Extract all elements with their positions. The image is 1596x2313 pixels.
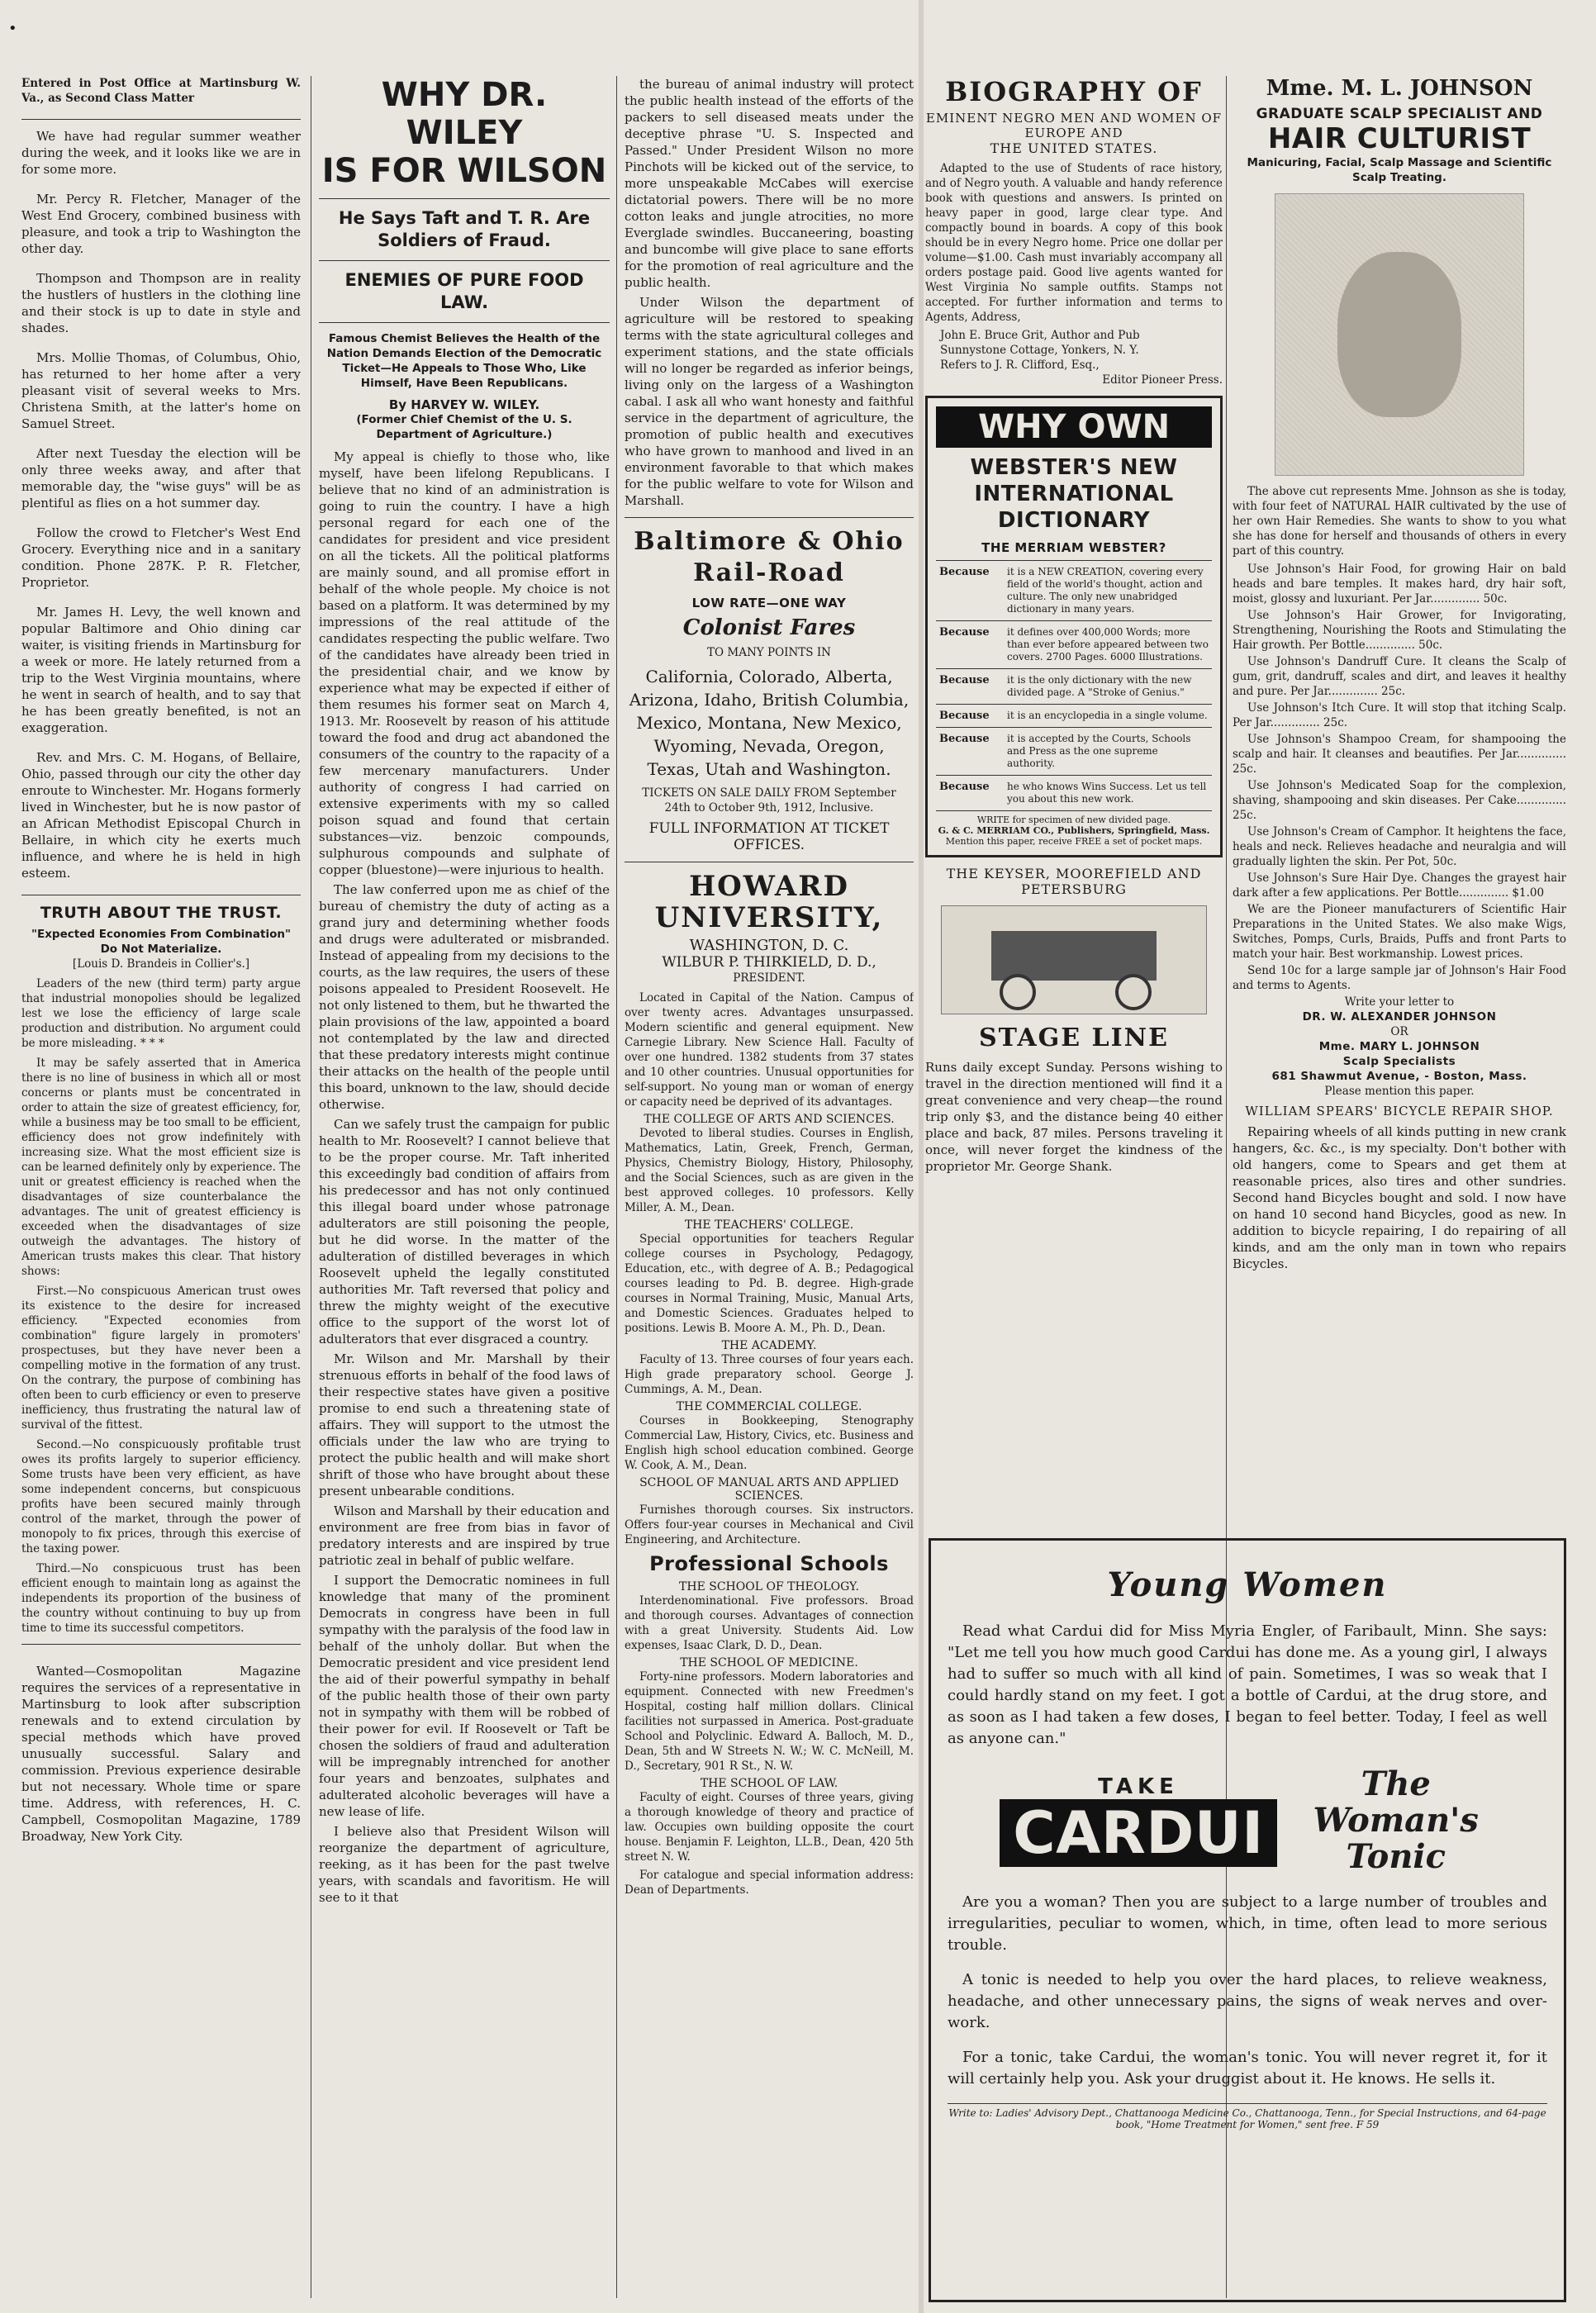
johnson-product: Use Johnson's Shampoo Cream, for shampooing the scalp and hair. It cleanses and beautifies. Per Jar.............. 25c. [1233, 733, 1566, 776]
because-label: Because [939, 566, 990, 578]
professional-schools-title: Professional Schools [649, 1552, 889, 1575]
johnson-product: Use Johnson's Hair Food, for growing Hair on bald heads and bare temples. It makes hard, dry hair soft, moist, glossy and luxuriant. Per Jar.............. 50c. [1233, 563, 1566, 606]
section-text: Forty-nine professors. Modern laboratories and equipment. Connected with new Freedmen's Hospital, costing half million dollars. Clinical facilities not surpassed in America. Post-graduate School and Polyclinic. Edward A. Balloch, M. D., Dean, 5th and W Streets N. W.; W. C. McNeill, M. D., Secretary, 901 R St., N. W. [625, 1670, 914, 1773]
news-item: Rev. and Mrs. C. M. Hogans, of Bellaire, Ohio, passed through our city the other day enroute to Winchester. Mr. Hogans formerly lived in Winchester, but he is now pastor of an African Methodist Episcopal Church in Bellaire, in which city he exerts much influence, and where he is held in high esteem. [21, 750, 301, 881]
biography-address: John E. Bruce Grit, Author and Pub [940, 329, 1140, 342]
column-johnson-spears [1233, 76, 1566, 1315]
johnson-contact-2: Mme. MARY L. JOHNSON [1318, 1040, 1480, 1053]
trust-headline: TRUTH ABOUT THE TRUST. [40, 904, 283, 922]
johnson-product: Use Johnson's Itch Cure. It will stop that itching Scalp. Per Jar.............. 25c. [1233, 701, 1566, 729]
divider [319, 260, 610, 261]
section-text: Furnishes thorough courses. Six instructors. Offers four-year courses in Mechanical and Civil Engineering, and Architecture. [625, 1503, 914, 1546]
johnson-write-to: Write your letter to [1344, 995, 1455, 1009]
divider [21, 1644, 301, 1645]
column-local-news [21, 76, 301, 1858]
stage-title: THE KEYSER, MOOREFIELD AND PETERSBURG [946, 866, 1202, 897]
johnson-product: Use Johnson's Cream of Camphor. It heightens the face, heals and neck. Relieves headache and neuralgia and will gradually lighten the skin. Per Pot, 50c. [1233, 825, 1566, 868]
section-text: Devoted to liberal studies. Courses in English, Mathematics, Latin, Greek, French, German, Physics, Chemistry Biology, History, Philosophy, and the Social Sciences, such as are given in the best approved colleges. 10 professors. Kelly Miller, A. M., Dean. [625, 1127, 914, 1214]
trust-byline: [Louis D. Brandeis in Collier's.] [72, 957, 250, 971]
webster-publisher: G. & C. MERRIAM CO., Publishers, Springfield, Mass. [938, 825, 1210, 836]
cardui-brand: CARDUI [1000, 1799, 1276, 1867]
stage-text: Runs daily except Sunday. Persons wishing to travel in the direction mentioned will find it a great convenience and very cheap—the round trip only $3, and the distance being 40 either place and back, 87 miles. Persons traveling it once, will never forget the kindness of the proprietor Mr. George Shank. [925, 1060, 1223, 1174]
wiley-paragraph: Mr. Wilson and Mr. Marshall by their strenuous efforts in behalf of the food laws of their respective states have given a positive promise to end such a threatening state of affairs. They will support to the utmost the officials under the law who are trying to protect the public health and will make short shrift of those who have brought about these present unbearable conditions. [319, 1351, 610, 1498]
trust-paragraph: First.—No conspicuous American trust owes its existence to the desire for increased efficiency. "Expected economies from combination" figure largely in promoters' prospectuses, but they have never been a compelling motive in the formation of any trust. On the contrary, the purpose of combining has often been to curb efficiency or even to preserve inefficiency, thus frustrating the natural law of survival of the fittest. [21, 1285, 301, 1432]
news-item: Mrs. Mollie Thomas, of Columbus, Ohio, has returned to her home after a very pleasant visit of several weeks to Mrs. Christena Smith, at the latter's home on Samuel Street. [21, 350, 301, 431]
wanted-ad: Wanted—Cosmopolitan Magazine requires the services of a representative in Martinsburg to look after subscription renewals and to extend circulation by special methods which have proved unusually successful. Salary and commission. Previous experience desirable but not necessary. Whole time or spare time. Address, with references, H. C. Campbell, Cosmopolitan Magazine, 1789 Broadway, New York City. [21, 1664, 301, 1844]
wiley-paragraph: The law conferred upon me as chief of the bureau of chemistry the duty of acting as a grand jury and determining whether foods and drugs were adulterated or misbranded. Instead of appealing from my decisions to the courts, as the law requires, the users of these poisons appealed to President Roosevelt. He not only listened to them, but he thwarted the plain provisions of the law, appointed a board not contemplated by the law and directed that these predatory interests might continue their attacks on the health of the people until this board, unknown to the law, should decide otherwise. [319, 882, 610, 1112]
cardui-brand-row [948, 1766, 1547, 1875]
bo-info: FULL INFORMATION AT TICKET OFFICES. [648, 820, 890, 853]
because-text: he who knows Wins Success. Let us tell you about this new work. [1007, 781, 1207, 805]
wiley-headline-2: IS FOR WILSON [321, 152, 607, 190]
news-item: Mr. James H. Levy, the well known and popular Baltimore and Ohio dining car waiter, is visiting friends in Martinsburg for a week or more. He lately returned from a trip to the West Virginia mountains, where he went in search of health, and to say that he has been greatly benefited, is not an exaggeration. [21, 605, 301, 735]
spears-title: WILLIAM SPEARS' BICYCLE REPAIR SHOP. [1245, 1104, 1554, 1119]
because-item [936, 560, 1212, 620]
howard-location: WASHINGTON, D. C. [689, 937, 849, 954]
biography-text: Adapted to the use of Students of race history, and of Negro youth. A valuable and handy reference book with questions and answers. Is printed on heavy paper in good, large clear type. And compactly bound in boards. A copy of this book should be in every Negro home. Price one dollar per volume—$1.00. Cash must invariably accompany all orders postage paid. Good live agents wanted for West Virginia No sample outfits. Stamps not accepted. For further information and terms to Agents, Address, [925, 162, 1223, 324]
wiley-paragraph: I support the Democratic nominees in full knowledge that many of the prominent Democrats in congress have been in full sympathy with the paralysis of the food law in behalf of the unholy dollar. But when the Democratic president and vice president lend the aid of their powerful sympathy in behalf of the public health those of their own party not in sympathy with them will be robbed of their power for evil. If Roosevelt or Taft be chosen the soldiers of fraud and adulteration will be impregnably intrenched for another four years and benzoates, sulphates and adulterated alcoholic beverages will have a new lease of life. [319, 1573, 610, 1819]
trust-paragraph: Leaders of the new (third term) party argue that industrial monopolies should be legalized lest we lose the efficiency of large scale production and distribution. No argument could be more misleading. * * * [21, 977, 301, 1050]
webster-mention: Mention this paper, receive FREE a set of pocket maps. [945, 836, 1203, 847]
because-item [936, 727, 1212, 775]
catalogue-note: For catalogue and special information address: Dean of Departments. [625, 1869, 914, 1897]
johnson-product: Use Johnson's Hair Grower, for Invigorating, Strengthening, Nourishing the Roots and Stimulating the Hair growth. Per Bottle.............. 50c. [1233, 609, 1566, 652]
howard-president: WILBUR P. THIRKIELD, D. D., [662, 954, 876, 971]
section-title: THE TEACHERS' COLLEGE. [684, 1218, 854, 1232]
bo-places: California, Colorado, Alberta, Arizona, Idaho, British Columbia, Mexico, Montana, New Mexico, Wyoming, Nevada, Oregon, Texas, Utah and Washington. [629, 667, 910, 779]
wiley-byline: By HARVEY W. WILEY. [388, 397, 540, 412]
divider [319, 198, 610, 199]
johnson-specialists: Scalp Specialists [1342, 1055, 1456, 1068]
wiley-paragraph: Wilson and Marshall by their education and environment are free from bias in favor of predatory interests and are inspired by true patriotic zeal in behalf of public welfare. [319, 1503, 610, 1568]
bo-to: TO MANY POINTS IN [707, 646, 831, 659]
cardui-footer: Write to: Ladies' Advisory Dept., Chattanooga Medicine Co., Chattanooga, Tenn., for Special Instructions, and 64-page book, "Home Treatment for Women," sent free. F 59 [948, 2103, 1547, 2130]
news-item: Mr. Percy R. Fletcher, Manager of the West End Grocery, combined business with pleasure, and took a trip to Washington the other day. [21, 192, 301, 256]
bo-tickets: TICKETS ON SALE DAILY FROM September 24th to October 9th, 1912, Inclusive. [642, 786, 896, 815]
johnson-mention: Please mention this paper. [1324, 1085, 1475, 1098]
section-text: Special opportunities for teachers Regular college courses in Psychology, Pedagogy, Education, etc., with degree of A. B.; Pedagogical courses leading to Pd. B. degree. High-grade courses in Normal Training, Music, Manual Arts, and Domestic Sciences. Graduates helped to positions. Lewis B. Moore A. M., Ph. D., Dean. [625, 1232, 914, 1335]
bo-rate: LOW RATE—ONE WAY [691, 596, 847, 610]
section-title: THE SCHOOL OF MEDICINE. [680, 1656, 858, 1669]
cardui-body: For a tonic, take Cardui, the woman's tonic. You will never regret it, for it will certainly help you. Ask your druggist about it. He knows. He sells it. [948, 2049, 1547, 2087]
column-wiley-article [319, 76, 610, 1909]
news-item: Thompson and Thompson are in reality the hustlers of hustlers in the clothing line and their stock is up to date in style and shades. [21, 271, 301, 335]
johnson-title-2: HAIR CULTURIST [1267, 122, 1532, 155]
cardui-testimonial: Read what Cardui did for Miss Myria Engler, of Faribault, Minn. She says: "Let me tell you how much good Cardui has done me. As a young girl, I always had to suffer so much with all kind of pain. Sometimes, I was so weak that I could hardly stand on my feet. I got a bottle of Cardui, at the drug store, and as soon as I had taken a few doses, I began to feel better. Today, I feel as well as anyone can." [948, 1622, 1547, 1747]
cardui-tonic: The Woman's Tonic [1313, 1764, 1479, 1876]
cardui-body: A tonic is needed to help you over the hard places, to relieve weakness, headache, and other unnecessary pains, the signs of weak nerves and over-work. [948, 1971, 1547, 2031]
because-text: it is accepted by the Courts, Schools and Press as the one supreme authority. [1007, 733, 1191, 769]
biography-address: Sunnystone Cottage, Yonkers, N. Y. [940, 344, 1139, 357]
johnson-contact-1: DR. W. ALEXANDER JOHNSON [1302, 1010, 1497, 1024]
howard-president-label: PRESIDENT. [733, 971, 805, 985]
biography-address: Refers to J. R. Clifford, Esq., [940, 359, 1100, 372]
column-biography-webster [925, 76, 1223, 1188]
coach-wheel [1000, 974, 1036, 1010]
trust-paragraph: Second.—No conspicuously profitable trust owes its profits largely to superior efficiency. Some trusts have been very efficient, as have some independent concerns, but conspicuous profits have been secured mainly through control of the market, through the power of monopoly to fix prices, through this exercise of the taxing power. [21, 1438, 301, 1555]
webster-write: WRITE for specimen of new divided page. [936, 810, 1212, 825]
divider [625, 517, 914, 518]
portrait-figure [1337, 252, 1461, 417]
biography-title: BIOGRAPHY OF [945, 76, 1203, 107]
biography-subtitle-2: THE UNITED STATES. [990, 140, 1158, 156]
cardui-ad [929, 1538, 1566, 2302]
cardui-brand-block [1000, 1774, 1276, 1867]
trust-subhead: "Expected Economies From Combination" Do Not Materialize. [31, 928, 292, 956]
because-label: Because [939, 781, 990, 793]
divider [319, 322, 610, 323]
wiley-byline-title: (Former Chief Chemist of the U. S. Department of Agriculture.) [356, 413, 572, 441]
wiley-paragraph: My appeal is chiefly to those who, like myself, have been lifelong Republicans. I believe that no kind of an administration is going to ruin the country. I have a high personal regard for each one of the candidates for president and vice president on all the tickets. All the political platforms are mainly sound, and all promise effort in behalf of the whole people. My choice is not based on a platform. It was determined by my impressions of the real attitude of the candidates respecting the public welfare. Two of the candidates have already been tried in the presidential chair, and we know by experience what may be expected if either of them resumes his former seat on March 4, 1913. Mr. Roosevelt by reason of his attitude toward the food and drug act abandoned the consumers of the country to the rapacity of a few mercenary manufacturers. Under authority of congress I had carried on extensive experiments with my so called poison squad and found that certain substances—viz. benzoic compounds, sulphurous compounds and sulphate of copper (bluestone)—were injurious to health. [319, 449, 610, 877]
coach-body [991, 931, 1157, 981]
because-text: it is a NEW CREATION, covering every field of the world's thought, action and culture. The only new unabridged dictionary in many years. [1007, 566, 1204, 615]
webster-name: WEBSTER'S NEW INTERNATIONAL DICTIONARY [970, 455, 1178, 533]
johnson-product: Use Johnson's Dandruff Cure. It cleans the Scalp of gum, grit, dandruff, scales and dirt, and leaves it healthy and pure. Per Jar.............. 25c. [1233, 655, 1566, 698]
because-item [936, 668, 1212, 704]
stagecoach-illustration [941, 905, 1207, 1014]
section-title: THE ACADEMY. [721, 1339, 817, 1352]
wiley-continued: the bureau of animal industry will protect the public health instead of the efforts of the packers to sell diseased meats under the deceptive phrase "U. S. Inspected and Passed." Under President Wilson no more Pinchots will be kicked out of the service, to more unspeakable McCabes will exercise dictatorial powers. There will be no more cotton leaks and jungle atrocities, no more Everglade swindles. Buccaneering, boasting and buncombe will give place to sane efforts for the promotion of real agriculture and the public health. [625, 77, 914, 290]
column-rule [616, 76, 617, 2298]
johnson-product: Send 10c for a large sample jar of Johnson's Hair Food and terms to Agents. [1233, 964, 1566, 992]
cardui-body: Are you a woman? Then you are subject to a large number of troubles and irregularities, peculiar to women, which, in time, often lead to more serious trouble. [948, 1893, 1547, 1954]
cardui-take: TAKE [1098, 1774, 1179, 1799]
column-bo-howard [625, 76, 914, 1901]
section-text: Faculty of eight. Courses of three years, giving a thorough knowledge of theory and practice of law. Occupies own building opposite the court house. Benjamin F. Leighton, LL.B., Dean, 420 5th street N. W. [625, 1791, 914, 1864]
because-text: it is the only dictionary with the new divided page. A "Stroke of Genius." [1007, 674, 1192, 698]
trust-paragraph: Third.—No conspicuous trust has been efficient enough to maintain long as against the independents its proportion of the business of the country without continuing to buy up from time to time its successful competitors. [21, 1562, 301, 1635]
because-label: Because [939, 626, 990, 639]
howard-intro: Located in Capital of the Nation. Campus of over twenty acres. Advantages unsurpassed. Modern scientific and general equipment. New Carnegie Library. New Science Hall. Faculty of over one hundred. 1382 students from 37 states and 10 other countries. Unusual opportunities for self-support. No young man or woman of energy or capacity need be deprived of its advantages. [625, 991, 914, 1109]
cardui-title: Young Women [1107, 1565, 1388, 1604]
johnson-intro: The above cut represents Mme. Johnson as she is today, with four feet of NATURAL HAIR cultivated by the use of her own Hair Remedies. She wants to show to you what she has done for herself and thousands of others in every part of this country. [1233, 485, 1566, 558]
stage-line-title: STAGE LINE [979, 1024, 1169, 1052]
section-text: Interdenominational. Five professors. Broad and thorough courses. Advantages of connection with a great University. Students Aid. Low expenses, Isaac Clark, D. D., Dean. [625, 1594, 914, 1652]
spears-text: Repairing wheels of all kinds putting in new crank hangers, &c. &c., is my specialty. Don't bother with old hangers, come to Spears and get them at reasonable prices, also tires and other sundries. Second hand Bicycles bought and sold. I now have on hand 10 second hand Bicycles, good as new. In addition to bicycle repairing, I do repairing of all kinds, and am the only man in town who repairs Bicycles. [1233, 1124, 1566, 1271]
johnson-product: We are the Pioneer manufacturers of Scientific Hair Preparations in the United States. We also make Wigs, Switches, Pomps, Curls, Braids, Puffs and front Parts to match your hair. Best workmanship. Lowest prices. [1233, 903, 1566, 961]
johnson-product: Use Johnson's Medicated Soap for the complexion, shaving, shampooing and skin diseases. Per Cake.............. 25c. [1233, 779, 1566, 822]
section-text: Courses in Bookkeeping, Stenography Commercial Law, History, Civics, etc. Business and English high school education combined. George W. Cook, A. M., Dean. [625, 1414, 914, 1472]
divider [21, 119, 301, 120]
webster-why: WHY OWN [936, 406, 1212, 448]
johnson-name: Mme. M. L. JOHNSON [1266, 76, 1533, 101]
page-fold [919, 0, 924, 2313]
because-item [936, 704, 1212, 727]
section-title: SCHOOL OF MANUAL ARTS AND APPLIED SCIENCES. [639, 1476, 899, 1503]
johnson-title-1: GRADUATE SCALP SPECIALIST AND [1256, 106, 1543, 122]
johnson-product: Use Johnson's Sure Hair Dye. Changes the grayest hair dark after a few applications. Per Bottle.............. $1.00 [1233, 872, 1566, 900]
section-title: THE SCHOOL OF LAW. [700, 1777, 838, 1790]
biography-subtitle: EMINENT NEGRO MEN AND WOMEN OF EUROPE AND [925, 111, 1223, 140]
wiley-paragraph: Can we safely trust the campaign for public health to Mr. Roosevelt? I cannot believe that to be the proper course. Mr. Taft inherited this exceedingly bad condition of affairs from his predecessor and has not only continued this illegal board under whose patronage adulterators are still poisoning the people, but he did worse. In the matter of the adulteration of distilled beverages in which Roosevelt upheld the legally constituted authorities Mr. Taft reversed that policy and threw the mighty weight of the executive office to the support of the worst lot of adulterators that ever disgraced a country. [319, 1117, 610, 1346]
bo-title: Baltimore & Ohio Rail-Road [634, 527, 905, 587]
entered-notice: Entered in Post Office at Martinsburg W. Va., as Second Class Matter [21, 77, 301, 105]
johnson-services: Manicuring, Facial, Scalp Massage and Scientific Scalp Treating. [1247, 156, 1552, 184]
johnson-address: 681 Shawmut Avenue, - Boston, Mass. [1271, 1070, 1527, 1083]
section-text: Faculty of 13. Three courses of four years each. High grade preparatory school. George J. Cummings, A. M., Dean. [625, 1353, 914, 1396]
coach-wheel [1115, 974, 1152, 1010]
section-title: THE COMMERCIAL COLLEGE. [676, 1400, 862, 1413]
because-label: Because [939, 733, 990, 745]
because-text: it is an encyclopedia in a single volume. [1007, 710, 1208, 721]
wiley-deck-1: He Says Taft and T. R. Are Soldiers of Fraud. [338, 208, 591, 250]
bo-fares: Colonist Fares [682, 615, 856, 640]
wiley-deck-2: ENEMIES OF PURE FOOD LAW. [344, 270, 584, 312]
biography-address: Editor Pioneer Press. [1102, 373, 1223, 387]
because-label: Because [939, 674, 990, 686]
webster-question: THE MERRIAM WEBSTER? [981, 540, 1166, 555]
wiley-summary: Famous Chemist Believes the Health of the Nation Demands Election of the Democratic Ticket—He Appeals to Those Who, Like Himself, Have Been Republicans. [326, 332, 602, 390]
webster-ad [925, 396, 1223, 857]
edge-mark: • [8, 20, 17, 37]
wiley-headline-1: WHY DR. WILEY [381, 76, 548, 152]
because-item [936, 775, 1212, 810]
howard-title: HOWARD UNIVERSITY, [654, 870, 884, 934]
wiley-paragraph: I believe also that President Wilson will reorganize the department of agriculture, reeking, as it has been for the past twelve years, with scandals and favoritism. He will see to it that [319, 1824, 610, 1905]
section-title: THE SCHOOL OF THEOLOGY. [679, 1580, 859, 1593]
because-label: Because [939, 710, 990, 722]
section-title: THE COLLEGE OF ARTS AND SCIENCES. [644, 1113, 895, 1126]
news-item: Follow the crowd to Fletcher's West End Grocery. Everything nice and in a sanitary condition. Phone 287K. P. R. Fletcher, Proprietor. [21, 525, 301, 590]
johnson-portrait [1275, 193, 1524, 476]
johnson-or: OR [1390, 1025, 1408, 1038]
because-text: it defines over 400,000 Words; more than ever before appeared between two covers. 2700 Pages. 6000 Illustrations. [1007, 626, 1209, 663]
trust-paragraph: It may be safely asserted that in America there is no line of business in which all or most concerns or plants must be concentrated in order to attain the size of greatest efficiency, for, while a business may be too small to be efficient, efficiency does not grow indefinitely with increasing size. What the most efficient size is can be learned definitely only by experience. The unit or greatest efficiency is reached when the disadvantages of size counterbalance the advantages. The unit of greatest efficiency is exceeded when the disadvantages of size outweigh the advantages. The history of American trusts makes this clear. That history shows: [21, 1057, 301, 1278]
because-item [936, 620, 1212, 668]
news-item: We have had regular summer weather during the week, and it looks like we are in for some more. [21, 129, 301, 177]
news-item: After next Tuesday the election will be only three weeks away, and after that memorable day, the "wise guys" will be as plentiful as flies on a hot summer day. [21, 446, 301, 511]
wiley-continued: Under Wilson the department of agriculture will be restored to speaking terms with the state agricultural colleges and experiment stations, and the state officials will no longer be regarded as inferior beings, living only on the largess of a Washington cabal. I ask all who want honesty and faithful service in the department of agriculture, the promotion of public health and executives who have grown to manhood and lived in an environment favorable to that which makes for the public welfare to vote for Wilson and Marshall. [625, 295, 914, 508]
